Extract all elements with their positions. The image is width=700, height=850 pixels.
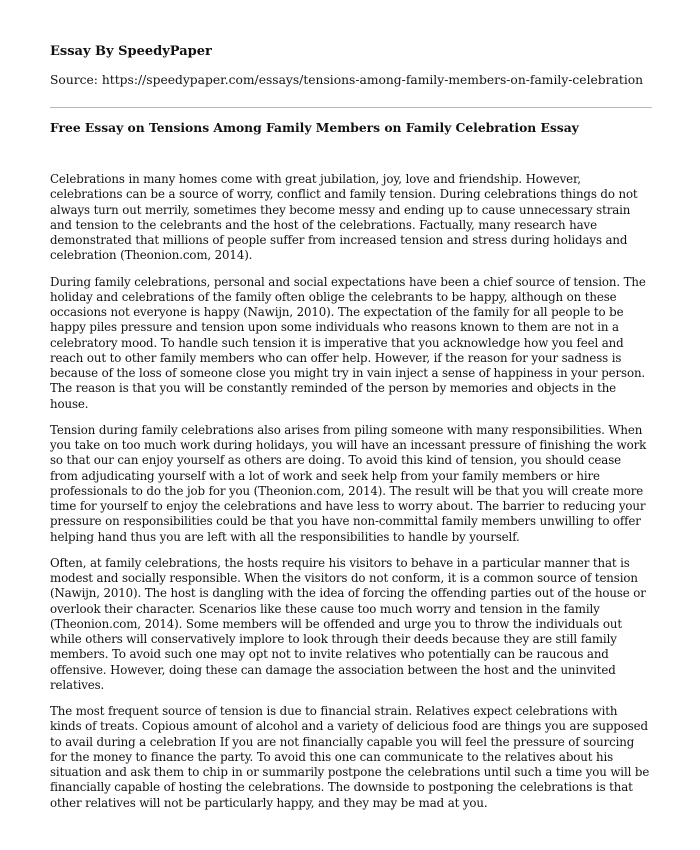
source-line: Source: https://speedypaper.com/essays/tensions-among-family-members-on-family-celebration xyxy=(50,73,644,87)
paragraph: Often, at family celebrations, the hosts require his visitors to behave in a particular manner that is modest and socially responsible. When the visitors do not conform, it is a common source of tension (Nawijn, 2010). The host is dangling with the idea of forcing the offending parties out of the house or overlook their character. Scenarios like these cause too much worry and tension in the family (Theonion.com, 2014). Some members will be offended and urge you to throw the individuals out while others will conservatively implore to look through their deeds because they are still family members. To avoid such one may opt not to invite relatives who potentially can be raucous and offensive. However, doing these can damage the association between the host and the uninvited relatives. xyxy=(50,555,646,692)
header-divider xyxy=(50,107,652,108)
paragraph: Tension during family celebrations also arises from piling someone with many responsibilities. When you take on too much work during holidays, you will have an incessant pressure of finishing the work so that our can enjoy yourself as others are doing. To avoid this kind of tension, you should cease from adjudicating yourself with a lot of work and seek help from your family members or hire professionals to do the job for you (Theonion.com, 2014). The result will be that you will create more time for yourself to enjoy the celebrations and have less to worry about. The barrier to reducing your pressure on responsibilities could be that you have non-committal family members unwilling to offer helping hand thus you are left with all the responsibilities to handle by yourself. xyxy=(50,422,647,544)
paragraph: During family celebrations, personal and social expectations have been a chief source of tension. The holiday and celebrations of the family often oblige the celebrants to be happy, although on these occasions not everyone is happy (Nawijn, 2010). The expectation of the family for all people to be happy piles pressure and tension upon some individuals who reasons known to them are not in a celebratory mood. To handle such tension it is imperative that you acknowledge how you feel and reach out to other family members who can offer help. However, if the reason for your sadness is because of the loss of someone close you might try in vain inject a sense of happiness in your person. The reason is that you will be constantly reminded of the person by memories and objects in the house. xyxy=(50,274,646,411)
paragraph: Celebrations in many homes come with great jubilation, joy, love and friendship. However, celebrations can be a source of worry, conflict and family tension. During celebrations things do not always turn out merrily, sometimes they become messy and ending up to cause unnecessary strain and tension to the celebrants and the host of the celebrations. Factually, many research have demonstrated that millions of people suffer from increased tension and stress during holidays and celebration (Theonion.com, 2014). xyxy=(50,172,638,263)
brand-title: Essay By SpeedyPaper xyxy=(50,44,212,59)
paragraph: The most frequent source of tension is due to financial strain. Relatives expect celebrations with kinds of treats. Copious amount of alcohol and a variety of delicious food are things you are supposed to avail during a celebration If you are not financially capable you will feel the pressure of sourcing for the money to finance the party. To avoid this one can communicate to the relatives about his situation and ask them to chip in or summarily postpone the celebrations until such a time you will be financially capable of hosting the celebrations. The downside to postponing the celebrations is that other relatives will not be particularly happy, and they may be mad at you. xyxy=(50,704,650,810)
essay-title: Free Essay on Tensions Among Family Members on Family Celebration Essay xyxy=(50,120,579,135)
essay-body xyxy=(50,172,652,822)
